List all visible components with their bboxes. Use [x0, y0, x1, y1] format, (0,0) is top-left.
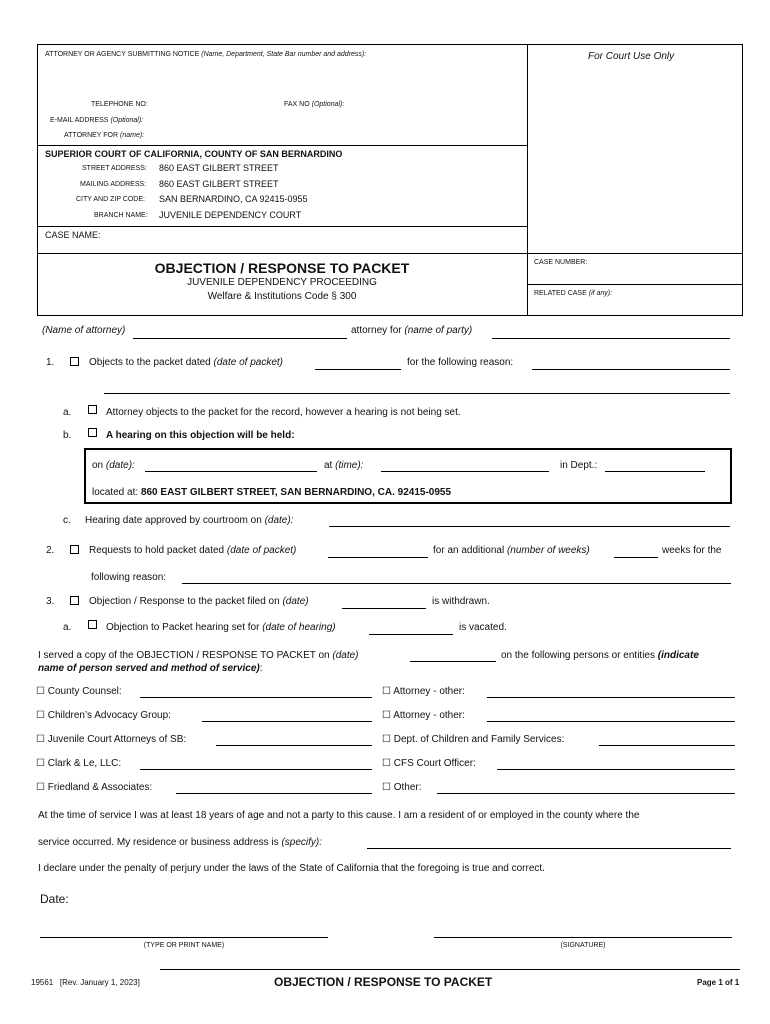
item1a-label: a. — [63, 407, 72, 418]
served-county-counsel[interactable]: ☐ County Counsel: — [36, 686, 122, 697]
item2-text: Requests to hold packet dated (date of packet) — [89, 545, 297, 556]
item1c-text: Hearing date approved by courtroom on (date): — [85, 515, 294, 526]
item1b-checkbox[interactable] — [88, 428, 97, 437]
court-use-label: For Court Use Only — [588, 51, 675, 62]
item2-checkbox[interactable] — [70, 545, 79, 554]
item1a-text: Attorney objects to the packet for the record, however a hearing is not being set. — [106, 407, 461, 418]
served-clark-le-field[interactable] — [140, 769, 372, 770]
street-value: 860 EAST GILBERT STREET — [159, 163, 279, 173]
hearing-time-field[interactable] — [381, 471, 549, 472]
served-attorney-other-2-field[interactable] — [487, 721, 735, 722]
item1-reason-label: for the following reason: — [407, 357, 514, 368]
item1a-checkbox[interactable] — [88, 405, 97, 414]
item2-date-field[interactable] — [328, 557, 428, 558]
street-label: STREET ADDRESS: — [82, 165, 147, 172]
served-cfs-officer-field[interactable] — [497, 769, 735, 770]
attorney-name-field[interactable] — [133, 338, 347, 339]
item3a-date-field[interactable] — [369, 634, 453, 635]
item1c-date-field[interactable] — [329, 526, 730, 527]
item3-tail: is withdrawn. — [432, 596, 490, 607]
service-line-1: I served a copy of the OBJECTION / RESPONSE TO PACKET on (date) — [38, 650, 359, 661]
date-label: Date: — [40, 892, 69, 906]
item3a-text: Objection to Packet hearing set for (date of hearing) — [106, 622, 336, 633]
served-childrens-advocacy-field[interactable] — [202, 721, 372, 722]
attorney-for-label: ATTORNEY FOR (name): — [64, 132, 145, 139]
case-name-label: CASE NAME: — [45, 230, 101, 240]
served-juvenile-attorneys-field[interactable] — [216, 745, 372, 746]
form-title: OBJECTION / RESPONSE TO PACKET — [154, 260, 410, 276]
service-line-1b: on the following persons or entities (indicate — [501, 650, 699, 661]
print-name-label: (TYPE OR PRINT NAME) — [143, 942, 225, 949]
served-other[interactable]: ☐ Other: — [382, 782, 422, 793]
form-subtitle-2: Welfare & Institutions Code § 300 — [207, 291, 357, 302]
title-divider — [37, 253, 743, 254]
hearing-dept-label: in Dept.: — [560, 460, 598, 471]
hearing-dept-field[interactable] — [605, 471, 705, 472]
item2-reason-field[interactable] — [182, 583, 731, 584]
case-number-label: CASE NUMBER: — [534, 259, 588, 266]
service-date-field[interactable] — [410, 661, 496, 662]
served-attorney-other-1-field[interactable] — [487, 697, 735, 698]
item1-date-field[interactable] — [315, 369, 401, 370]
served-attorney-other-1[interactable]: ☐ Attorney - other: — [382, 686, 465, 697]
item2-reason-label: following reason: — [91, 572, 167, 583]
attorney-label: ATTORNEY OR AGENCY SUBMITTING NOTICE (Name, Department, State Bar number and address): — [45, 51, 367, 58]
item1-text: Objects to the packet dated (date of packet) — [89, 357, 284, 368]
item2-additional: for an additional (number of weeks) — [433, 545, 590, 556]
item1c-label: c. — [63, 515, 71, 526]
footer-rule — [160, 969, 740, 970]
item3-date-field[interactable] — [342, 608, 426, 609]
item3-number: 3. — [46, 596, 55, 607]
item2-weeks-field[interactable] — [614, 557, 658, 558]
city-label: CITY AND ZIP CODE: — [76, 196, 145, 203]
item1b-text: A hearing on this objection will be held: — [106, 430, 295, 441]
item1-checkbox[interactable] — [70, 357, 79, 366]
footer-page-number: Page 1 of 1 — [697, 978, 740, 987]
item1-reason-field-2[interactable] — [104, 393, 730, 394]
mailing-value: 860 EAST GILBERT STREET — [159, 179, 279, 189]
party-name-field[interactable] — [492, 338, 730, 339]
served-childrens-advocacy[interactable]: ☐ Children’s Advocacy Group: — [36, 710, 171, 721]
city-value: SAN BERNARDINO, CA 92415-0955 — [159, 194, 308, 204]
mailing-label: MAILING ADDRESS: — [80, 181, 147, 188]
item1-number: 1. — [46, 357, 55, 368]
email-label: E-MAIL ADDRESS (Optional): — [50, 117, 144, 124]
served-friedland[interactable]: ☐ Friedland & Associates: — [36, 782, 153, 793]
court-title: SUPERIOR COURT OF CALIFORNIA, COUNTY OF SAN BERNARDINO — [45, 149, 343, 159]
item1-reason-field[interactable] — [532, 369, 730, 370]
signature-label: (SIGNATURE) — [560, 942, 606, 949]
item2-number: 2. — [46, 545, 55, 556]
item3a-tail: is vacated. — [459, 622, 507, 633]
served-clark-le[interactable]: ☐ Clark & Le, LLC: — [36, 758, 122, 769]
item3a-checkbox[interactable] — [88, 620, 97, 629]
age-statement-1: At the time of service I was at least 18 years of age and not a party to this cause. I am a resident of or employed in the county where the — [38, 810, 640, 821]
served-dcfs[interactable]: ☐ Dept. of Children and Family Services: — [382, 734, 565, 745]
item3-checkbox[interactable] — [70, 596, 79, 605]
item2-tail: weeks for the — [662, 545, 722, 556]
hearing-date-field[interactable] — [145, 471, 317, 472]
court-use-divider — [527, 44, 528, 316]
residence-address-field[interactable] — [367, 848, 731, 849]
served-dcfs-field[interactable] — [599, 745, 735, 746]
item3-text: Objection / Response to the packet filed on (date) — [89, 596, 309, 607]
service-line-2: name of person served and method of service): — [38, 663, 263, 674]
hearing-on-label: on (date): — [92, 460, 135, 471]
served-county-counsel-field[interactable] — [140, 697, 372, 698]
attorney-area-divider — [37, 145, 527, 146]
served-other-field[interactable] — [437, 793, 735, 794]
case-number-divider — [527, 284, 743, 285]
branch-value: JUVENILE DEPENDENCY COURT — [159, 210, 302, 220]
served-friedland-field[interactable] — [176, 793, 372, 794]
item3a-label: a. — [63, 622, 72, 633]
attorney-for-text: attorney for (name of party) — [351, 325, 473, 336]
hearing-at-label: at (time): — [324, 460, 364, 471]
print-name-field[interactable] — [40, 937, 328, 938]
hearing-location: located at: 860 EAST GILBERT STREET, SAN BERNARDINO, CA. 92415-0955 — [92, 487, 452, 498]
signature-field[interactable] — [434, 937, 732, 938]
served-attorney-other-2[interactable]: ☐ Attorney - other: — [382, 710, 465, 721]
footer-title: OBJECTION / RESPONSE TO PACKET — [274, 975, 493, 989]
fax-label: FAX NO (Optional): — [284, 101, 345, 108]
telephone-label: TELEPHONE NO: — [91, 101, 148, 108]
served-cfs-officer[interactable]: ☐ CFS Court Officer: — [382, 758, 476, 769]
form-subtitle-1: JUVENILE DEPENDENCY PROCEEDING — [187, 277, 377, 288]
name-of-attorney-label: (Name of attorney) — [42, 325, 126, 336]
related-case-label: RELATED CASE (if any): — [534, 290, 613, 297]
served-juvenile-attorneys[interactable]: ☐ Juvenile Court Attorneys of SB: — [36, 734, 187, 745]
branch-label: BRANCH NAME: — [94, 212, 148, 219]
perjury-statement: I declare under the penalty of perjury under the laws of the State of California that the foregoing is true and correct. — [38, 863, 545, 874]
case-name-divider — [37, 226, 527, 227]
age-statement-2: service occurred. My residence or business address is (specify): — [38, 837, 322, 848]
footer-form-number: 19561 [Rev. January 1, 2023] — [31, 978, 140, 987]
item1b-label: b. — [63, 430, 72, 441]
